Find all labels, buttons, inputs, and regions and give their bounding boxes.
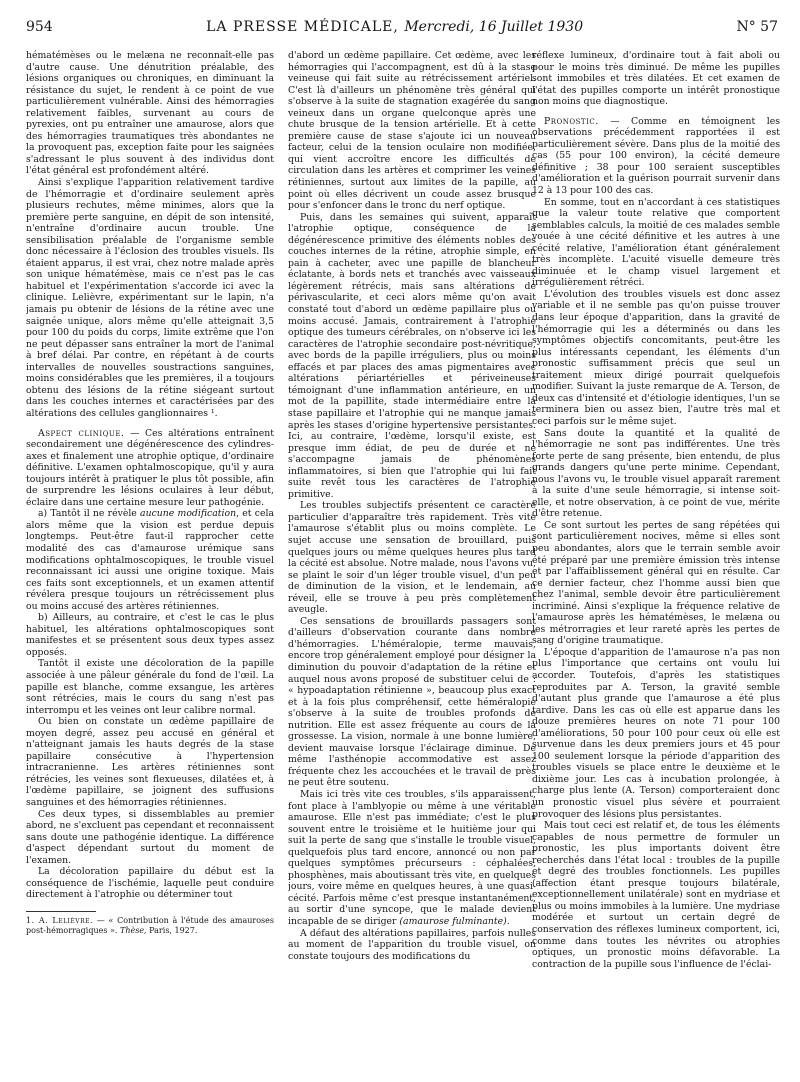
journal-name: LA PRESSE MÉDICALE, xyxy=(206,19,399,35)
footnote-rule xyxy=(26,911,96,912)
paragraph xyxy=(26,508,274,612)
running-title xyxy=(206,19,583,35)
section-heading-pronostic: Pronostic. xyxy=(544,115,599,127)
paragraph: Puis, dans les semaines qui suivent, apparaît l'atrophie optique, conséquence de la dégénérescence primitive des éléments nobles des couches internes de la rétine, atrophie simple, en pain à cacheter, avec une papille de blancheur éclatante, à bords nets et tranchés avec vaisseaux légèrement rétrécis, mais sans altérations de périvascularite, et ceci alors même qu'on avait constaté tout d'abord un œdème papillaire plus ou moins accusé. Jamais, contrairement à l'atrophie optique des tumeurs cérébrales, on n'observe ici les caractères de l'atrophie secondaire post-névritique, avec bords de la papille irréguliers, plus ou moins effacés et par places des amas pigmentaires avec altérations périartérielles et périveineuses témoignant d'une inflammation antérieure, en un mot de la papillite, stade intermédiaire entre la stase papillaire et l'atrophie qui ne manque jamais après les stases d'origine hypertensive persistantes. Ici, au contraire, l'œdème, lorsqu'il existe, est presque imm édiat, de peu de durée et ne s'accompagne jamais de phénomènes inflammatoires, si bien que l'atrophie qui lui fait suite revêt tous les caractères de l'atrophie primitive. xyxy=(288,211,536,500)
page-header xyxy=(26,12,778,42)
paragraph: En somme, tout en n'accordant à ces statistiques que la valeur toute relative que comportent semblables calculs, la moitié de ces malades semble vouée à une cécité définitive et les autres à une cécité relative, l'amélioration étant généralement très incomplète. L'acuité visuelle demeure très diminuée et le champ visuel largement et irrégulièrement rétréci. xyxy=(532,196,780,289)
paragraph-text: Tantôt il ne révèle xyxy=(50,508,141,520)
paragraph-text: Mais ici très vite ces troubles, s'ils apparaissent, font place à l'amblyopie ou même à une véritable amaurose. Elle n'est pas immédiate; c'est le plus souvent entre le troisième et le huitième jour qui suit la perte de sang que s'installe le trouble visuel, quelquefois plus tard encore, annoncé ou non par quelques symptômes précurseurs : céphalées, phosphènes, mais aboutissant très vite, en quelques jours, voire même en quelques heures, à une quasi-cécité. Parfois même c'est presque instantanément, au sortir d'une syncope, que le malade devient incapable de se diriger xyxy=(288,789,536,928)
paragraph: Ou bien on constate un œdème papillaire de moyen degré, assez peu accusé en général et n'atteignant jamais les hauts degrés de la stase papillaire consécutive à l'hypertension intracranienne. Les artères rétiniennes sont rétrécies, les veines sont flexueuses, dilatées et, à l'œdème papillaire, se joignent des suffusions sanguines et des hémorragies rétiniennes. xyxy=(26,716,274,808)
paragraph: La décoloration papillaire du début est la conséquence de l'ischémie, laquelle peut conduire directement à l'atrophie ou déterminer tout xyxy=(26,866,274,901)
paragraph: b) Ailleurs, au contraire, et c'est le cas le plus habituel, les altérations ophtalmoscopiques sont manifestes et se présentent sous deux types assez opposés. xyxy=(26,612,274,658)
section-heading-aspect-clinique: Aspect clinique. xyxy=(38,427,125,439)
paragraph: Ces deux types, si dissemblables au premier abord, ne s'excluent pas cependant et reconnaissent sans doute une pathogénie identique. La différence d'aspect dépendant surtout du moment de l'examen. xyxy=(26,808,274,866)
paragraph: Ce sont surtout les pertes de sang répétées qui sont particulièrement nocives, même si elles sont peu abondantes, alors que le terrain semble avoir été préparé par une première émission très intense et par l'affaiblissement général qui en résulte. Car ce dernier facteur, chez l'homme aussi bien que chez l'animal, semble devoir être particulièrement incriminé. Ainsi s'explique la fréquence relative de l'amaurose après les hématémèses, le melæna ou les métrorragies et leur rareté après les pertes de sang d'origine traumatique. xyxy=(532,519,780,647)
paragraph: A défaut des altérations papillaires, parfois nulles au moment de l'apparition du trouble visuel, on constate toujours des modifications du xyxy=(288,927,536,962)
issue-date: Mercredi, 16 Juillet 1930 xyxy=(404,19,584,35)
paragraph-text: — Comme en témoignent les observations précédemment rapportées il est particulièrement sévère. Dans plus de la moitié des cas (55 pour 100 environ), la cécité demeure définitive ; 38 pour 100 seraient susceptibles d'amélioration et la guérison pourrait survenir dans 12 à 13 pour 100 des cas. xyxy=(532,115,780,197)
footnote-emphasis: Thèse, xyxy=(119,925,147,935)
emphasis: aucune modification xyxy=(140,508,237,520)
paragraph: hématémèses ou le melæna ne reconnaît-elle pas d'autre cause. Une dénutrition préalable, des lésions organiques ou chroniques, en diminuant la résistance du sujet, le rendent à ce point de vue particulièrement vulnérable. Ainsi des hémorragies relativement faibles, survenant au cours de pyrexies, ont pu entraîner une amaurose, alors que des hémorragies traumatiques très abondantes ne la provoquent pas, exception faite pour les saignées s'adressant le plus souvent à des individus dont l'état général est profondément altéré. xyxy=(26,50,274,177)
footnote xyxy=(26,916,274,936)
paragraph-text: — Ces altérations entraînent secondairement une dégénérescence des cylindres-axes et finalement une atrophie optique, d'ordinaire définitive. L'examen ophtalmoscopique, qu'il y aura toujours intérêt à pratiquer le plus tôt possible, afin de surprendre les lésions oculaires à leur début, éclaire dans une certaine mesure leur pathogénie. xyxy=(26,427,274,508)
paragraph: réflexe lumineux, d'ordinaire tout à fait aboli ou pour le moins très diminué. De même les pupilles sont immobiles et très dilatées. Et cet examen de l'état des pupilles comporte un intérêt pronostique non moins que diagnostique. xyxy=(532,50,780,108)
paragraph: Sans doute la quantité et la qualité de l'hémorragie ne sont pas indifférentes. Une très forte perte de sang présente, bien entendu, de plus grands dangers qu'une perte minime. Cependant, nous l'avons vu, le trouble visuel apparaît rarement à la suite d'une seule hémorragie, si intense soit-elle, et notre observation, à ce point de vue, mérite d'être retenue. xyxy=(532,427,780,520)
paragraph: Ces sensations de brouillards passagers sont d'ailleurs d'observation courante dans nombre d'hémorragies. L'héméralopie, terme mauvais, encore trop généralement employé pour désigner la diminution du pouvoir d'adaptation de la rétine et auquel nous avons proposé de substituer celui de : « hypoadaptation rétinienne », beaucoup plus exact et à la fois plus compréhensif, cette héméralopie s'observe à la suite de troubles profonds de nutrition. Elle est assez fréquente au cours de la grossesse. La vision, normale à une bonne lumière, devient mauvaise lorsque l'éclairage diminue. De même l'asthénopie accommodative est assez fréquente chez les accouchées et le travail de près ne peut être soutenu. xyxy=(288,615,536,789)
footnote-author: 1. A. Lelièvre. xyxy=(26,915,94,925)
text-column-2 xyxy=(288,50,536,1076)
list-label: a) xyxy=(38,508,51,520)
issue-number: N° 57 xyxy=(736,19,778,35)
paragraph xyxy=(532,116,780,197)
paragraph: L'évolution des troubles visuels est donc assez variable et il ne semble pas qu'on puisse trouver dans leur époque d'apparition, dans la gravité de l'hémorragie qui les a déterminés ou dans les symptômes objectifs concomitants, peut-être les plus intéressants cependant, les éléments d'un pronostic suffisamment précis que seul un traitement mieux dirigé pourrait quelquefois modifier. Suivant la juste remarque de A. Terson, de deux cas d'intensité et d'étiologie identiques, l'un se terminera bien ou assez bien, l'autre très mal et ceci parfois sur le même sujet. xyxy=(532,288,780,427)
paragraph: Tantôt il existe une décoloration de la papille associée à une pâleur générale du fond de l'œil. La papille est blanche, comme exsangue, les artères sont rétrécies, mais le cours du sang n'est pas interrompu et les veines ont leur calibre normal. xyxy=(26,658,274,716)
paragraph: Ainsi s'explique l'apparition relativement tardive de l'hémorragie et d'ordinaire seulement après plusieurs rechutes, même minimes, alors que la première perte sanguine, en dépit de son intensité, n'entraîne d'ordinaire aucun trouble. Une sensibilisation préalable de l'organisme semble donc nécessaire à l'éclosion des troubles visuels. Ils étaient apparus, il est vrai, chez notre malade après son unique hématémèse, mais ce n'est pas le cas habituel et l'expérimentation s'accorde ici avec la clinique. Lelièvre, expérimentant sur le lapin, n'a jamais pu obtenir de lésions de la rétine avec une saignée unique, alors même qu'elle atteignait 3,5 pour 100 du poids du corps, limite extrême que l'on ne peut dépasser sans entraîner la mort de l'animal à bref délai. Par contre, en répétant à de courts intervalles de nouvelles soustractions sanguines, moins considérables que les premières, il a toujours obtenu des lésions de la rétine siégeant surtout dans les couches internes et caractérisées par des altérations des cellules ganglionnaires ¹. xyxy=(26,177,274,419)
text-column-3 xyxy=(532,50,780,1076)
text-column-1 xyxy=(26,50,274,1076)
emphasis: (amaurose fulminante). xyxy=(399,916,510,928)
page-number: 954 xyxy=(26,19,53,35)
paragraph: Mais tout ceci est relatif et, de tous les éléments capables de nous permettre de formuler un pronostic, les plus importants doivent être recherchés dans l'état local : troubles de la pupille et degré des troubles fonctionnels. Les pupilles (affection étant presque toujours bilatérale, exceptionnellement unilatérale) sont en mydriase et plus ou moins immobiles à la lumière. Une mydriase modérée et surtout un certain degré de conservation des réflexes lumineux comportent, ici, comme dans toutes les névrites ou atrophies optiques, un pronostic moins défavorable. La contraction de la pupille sous l'influence de l'éclai- xyxy=(532,820,780,970)
paragraph-text: , et cela alors même que la vision est perdue depuis longtemps. Peut-être faut-il rapprocher cette modalité des cas d'amaurose urémique sans modifications ophtalmoscopiques, le trouble visuel reconnaissant ici aussi une origine toxique. Mais ces faits sont exceptionnels, et un examen attentif révélera presque toujours un rétrécissement plus ou moins accusé des artères rétiniennes. xyxy=(26,508,274,612)
footnote-text: Paris, 1927. xyxy=(146,925,198,935)
paragraph: d'abord un œdème papillaire. Cet œdème, avec les hémorragies qui l'accompagnent, est dû à la stase veineuse qui fait suite au rétrécissement artériel. C'est là d'ailleurs un phénomène très général qui s'observe à la suite de stagnation exagérée du sang veineux dans un organe quelconque après une chute brusque de la tension artérielle. Et à cette première cause de stase s'ajoute ici un nouveau facteur, celui de la tension oculaire non modifiée, qui vient accroître encore les difficultés de circulation dans les artères et comprimer les veines rétiniennes, surtout aux limites de la papille, au point où elles décrivent un coude assez brusque pour s'enfoncer dans le tronc du nerf optique. xyxy=(288,50,536,212)
paragraph: Les troubles subjectifs présentent ce caractère particulier d'apparaître très rapidement. Très vite l'amaurose s'établit plus ou moins complète. Le sujet accuse une sensation de brouillard, puis quelques jours ou même quelques heures plus tard la cécité est absolue. Notre malade, nous l'avons vu, se plaint le soir d'un léger trouble visuel, d'un peu de diminution de la vision, et le lendemain, au réveil, elle se trouve à peu près complètement aveugle. xyxy=(288,500,536,616)
paragraph: L'époque d'apparition de l'amaurose n'a pas non plus l'importance que certains ont voulu lui accorder. Toutefois, d'après les statistiques reproduites par A. Terson, la gravité semble d'autant plus grande que l'amaurose a été plus tardive. Dans les cas où elle est apparue dans les douze premières heures on note 71 pour 100 d'améliorations, 50 pour 100 pour ceux où elle est survenue dans les deux premiers jours et 45 pour 100 seulement lorsque la période d'apparition des troubles visuels se place entre le deuxième et le dixième jour. Les cas à incubation prolongée, à charge plus lente (A. Terson) comporteraient donc un pronostic visuel plus sévère et pourraient provoquer des lésions plus persistantes. xyxy=(532,646,780,820)
paragraph xyxy=(288,789,536,928)
paragraph xyxy=(26,428,274,509)
footnote-text: — « Contribution à l'étude des amauroses post-hémorragiques ». xyxy=(26,915,274,935)
